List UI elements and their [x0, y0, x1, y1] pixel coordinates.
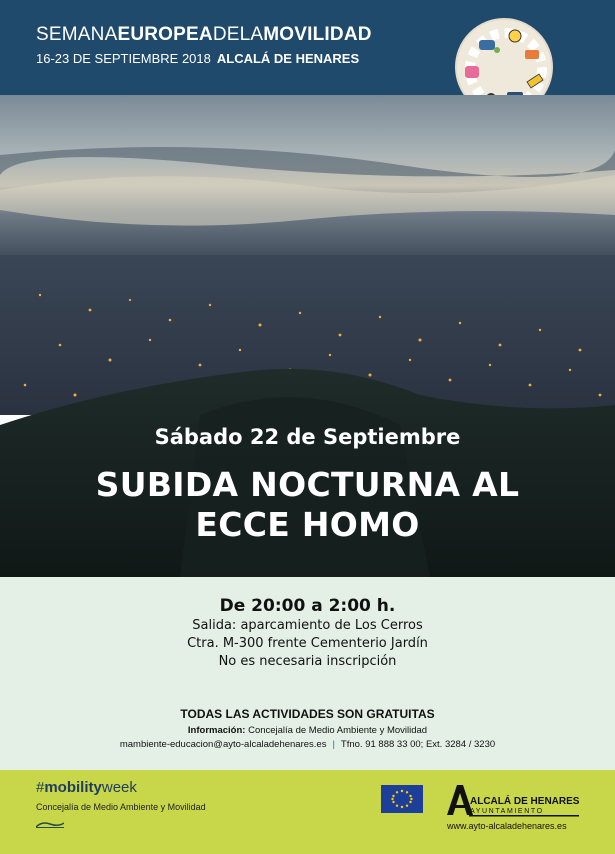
contact-email[interactable]: mambiente-educacion@ayto-alcaladehenares.es — [119, 739, 327, 750]
contact-line — [0, 739, 615, 750]
title-part-semana: SEMANA — [36, 24, 118, 45]
ayuntamiento-label: AYUNTAMIENTO — [470, 808, 544, 815]
hashtag-rest: week — [101, 779, 137, 796]
event-title-line2: ECCE HOMO — [195, 505, 420, 544]
title-part-europea: EUROPEA — [117, 24, 213, 45]
info-label: Información: — [187, 725, 246, 736]
event-details — [0, 617, 615, 671]
info-line — [0, 725, 615, 736]
event-title — [0, 465, 615, 545]
event-date: Sábado 22 de Septiembre — [154, 425, 461, 449]
title-part-dela: DELA — [212, 24, 264, 45]
registration-note: No es necesaria inscripción — [218, 654, 397, 669]
eu-flag-icon — [381, 785, 423, 813]
ayuntamiento-name: ALCALÁ DE HENARES — [470, 796, 580, 807]
separator: | — [332, 739, 335, 750]
event-title-line1: SUBIDA NOCTURNA AL — [95, 465, 520, 504]
departure-address: Ctra. M-300 frente Cementerio Jardín — [187, 636, 428, 651]
ayuntamiento-website[interactable]: www.ayto-alcaladehenares.es — [447, 821, 567, 831]
title-part-movilidad: MOVILIDAD — [263, 24, 372, 45]
week-dates: 16-23 DE SEPTIEMBRE 2018 — [36, 51, 211, 66]
city-name: ALCALÁ DE HENARES — [216, 51, 360, 66]
contact-phone: Tfno. 91 888 33 00; Ext. 3284 / 3230 — [340, 739, 496, 750]
hashtag-prefix: # — [36, 779, 45, 796]
concejalia-logo-icon — [36, 821, 64, 829]
info-text: Concejalía de Medio Ambiente y Movilidad — [248, 725, 428, 736]
concejalia-label: Concejalía de Medio Ambiente y Movilidad — [36, 802, 206, 812]
event-time: De 20:00 a 2:00 h. — [219, 596, 396, 616]
departure-point: Salida: aparcamiento de Los Cerros — [192, 618, 423, 633]
hashtag-bold: mobility — [44, 779, 102, 796]
mobility-week-hashtag — [36, 779, 137, 796]
event-week-subtitle — [36, 51, 359, 66]
free-activities-notice: TODAS LAS ACTIVIDADES SON GRATUITAS — [180, 707, 435, 721]
event-week-title — [36, 24, 372, 46]
